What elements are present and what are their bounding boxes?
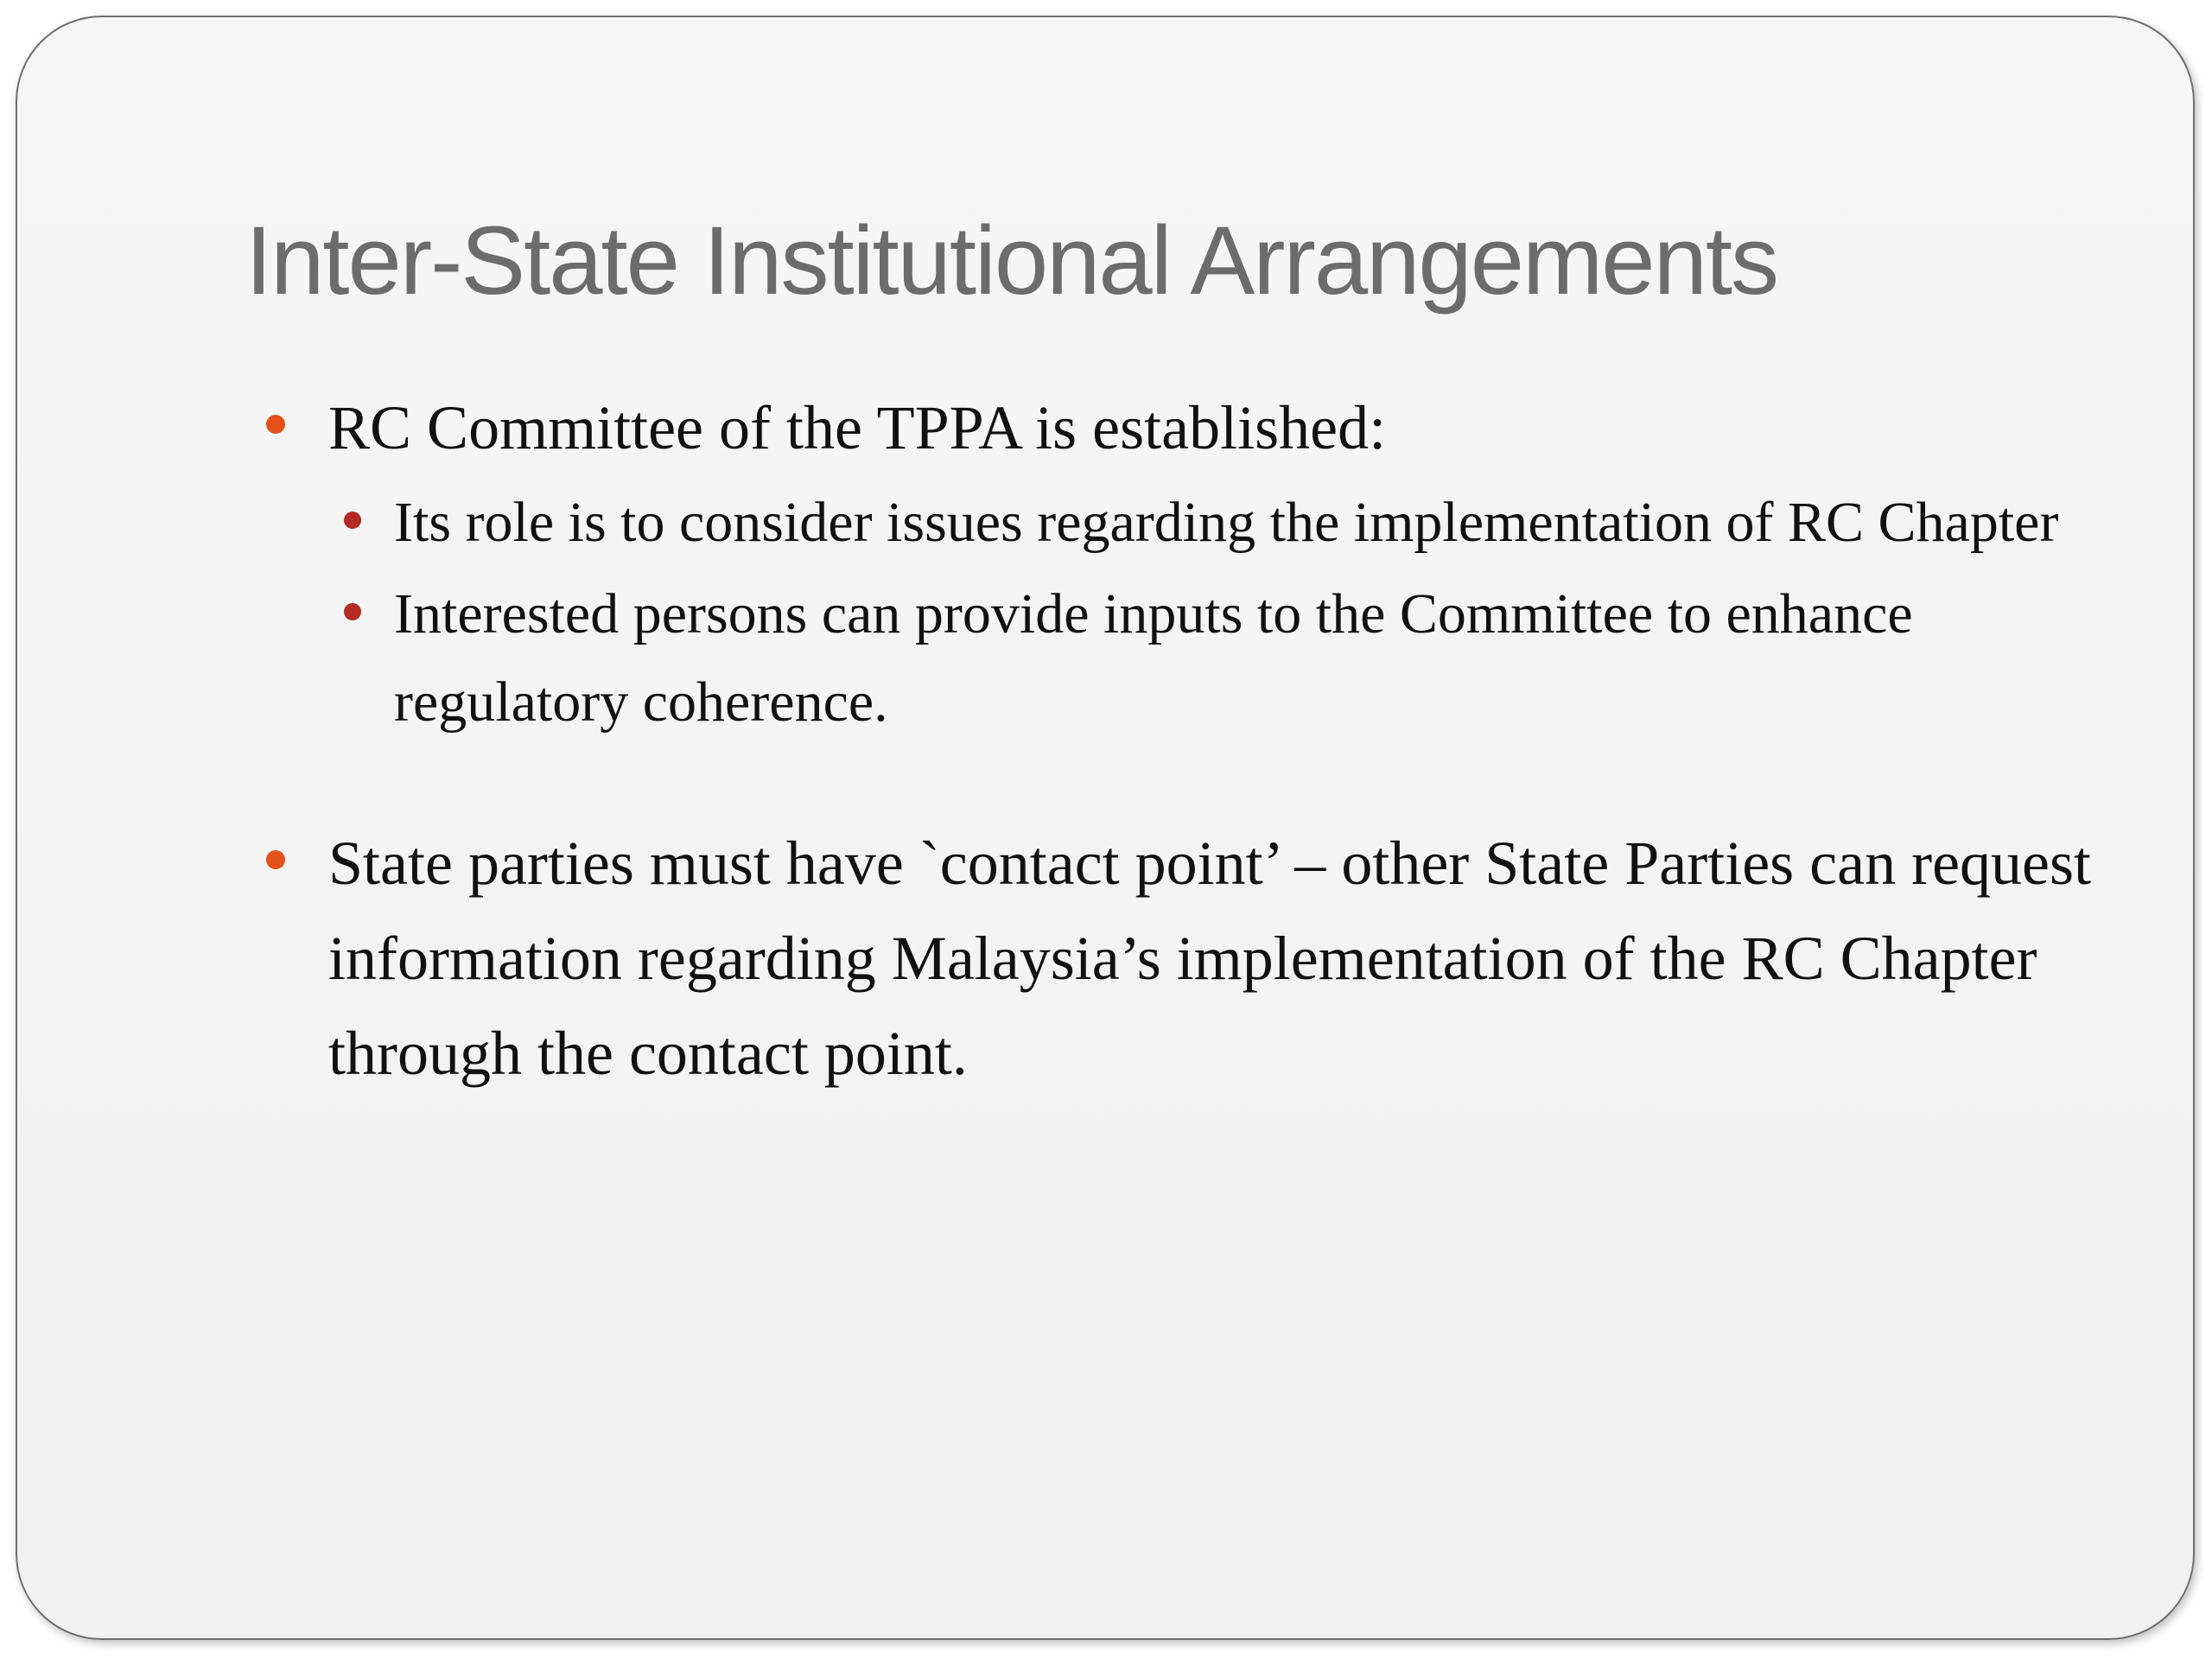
sub-bullet-dot-icon [344,512,361,529]
bullet-dot-icon [266,850,285,869]
slide-title: Inter-State Institutional Arrangements [245,207,1777,315]
bullet-text: State parties must have `contact point’ – other State Parties can request information regarding Malaysia’s implementation of the RC Chapter through the contact point. [328,829,2092,1088]
bullet-dot-icon [266,415,285,434]
slide-frame [16,16,2195,1640]
sub-bullet-text: Its role is to consider issues regarding the implementation of RC Chapter [394,491,2059,554]
spacer [251,747,2100,816]
bullet-item [251,816,2100,1101]
sub-bullet-text: Interested persons can provide inputs to the Committee to enhance regulatory coherence. [394,582,1913,734]
slide-body [251,380,2100,1101]
bullet-item [251,380,2100,475]
bullet-text: RC Committee of the TPPA is established: [328,393,1387,462]
sub-bullet-item [251,479,2100,567]
sub-bullet-dot-icon [344,603,361,620]
sub-bullet-item [251,570,2100,747]
